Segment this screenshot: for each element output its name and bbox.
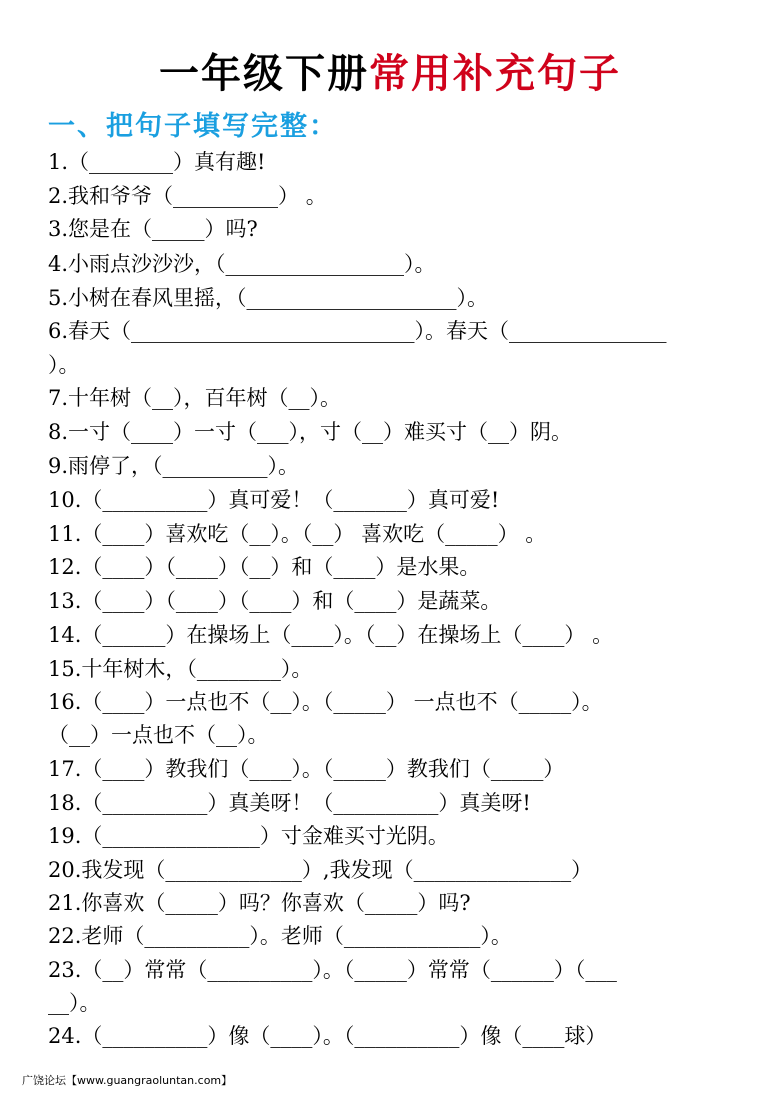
sentence-line: 15.十年树木，（________）。 xyxy=(48,657,313,681)
sentence-line: 17.（____）教我们（____）。（_____）教我们（_____） xyxy=(48,757,565,781)
sentence-line: 18.（__________）真美呀！（__________）真美呀! xyxy=(48,791,531,815)
sentence-line: 3.您是在（_____）吗? xyxy=(48,217,258,241)
sentence-line: 10.（__________）真可爱！（_______）真可爱! xyxy=(48,488,500,512)
sentence-line: 4.小雨点沙沙沙，（_________________）。 xyxy=(48,252,436,276)
sentence-line: （__）一点也不（__）。 xyxy=(48,723,269,747)
sentence-line: 23.（__）常常（__________）。（_____）常常（______）（___ xyxy=(48,958,617,982)
page-title xyxy=(0,42,780,99)
sentence-line: 8.一寸（____）一寸（___），寸（__）难买寸（__）阴。 xyxy=(48,420,573,444)
sentence-line: 24.（__________）像（____）。（__________）像（____球） xyxy=(48,1024,607,1048)
sentence-line: 21.你喜欢（_____）吗？你喜欢（_____）吗? xyxy=(48,891,471,915)
sentence-line: __）。 xyxy=(48,991,101,1015)
sentence-line: 12.（____）（____）（__）和（____）是水果。 xyxy=(48,555,481,579)
title-red-part: 常用补充句子 xyxy=(369,51,621,97)
sentence-line: 16.（____）一点也不（__）。（_____） 一点也不（_____）。 xyxy=(48,690,603,714)
sentence-line: ）。 xyxy=(48,353,80,377)
sentence-line: 13.（____）（____）（____）和（____）是蔬菜。 xyxy=(48,589,502,613)
sentence-line: 9.雨停了，（__________）。 xyxy=(48,454,300,478)
sentence-line: 22.老师（__________）。老师（_____________）。 xyxy=(48,924,512,948)
sentence-line: 19.（_______________）寸金难买寸光阴。 xyxy=(48,824,449,848)
sentence-line: 14.（______）在操场上（____）。（__）在操场上（____） 。 xyxy=(48,623,614,647)
title-black-part: 一年级下册 xyxy=(159,51,369,97)
sentence-line: 6.春天（___________________________）。春天（_______________ xyxy=(48,319,667,343)
sentence-line: 5.小树在春风里摇，（____________________）。 xyxy=(48,286,489,310)
sentence-line: 2.我和爷爷（__________） 。 xyxy=(48,184,327,208)
sentence-line: 11.（____）喜欢吃（__）。（__） 喜欢吃（_____） 。 xyxy=(48,522,547,546)
sentence-line: 1.（________）真有趣! xyxy=(48,150,266,174)
footer-text: 广饶论坛【www.guangraoluntan.com】 xyxy=(22,1074,233,1087)
sentence-line: 7.十年树（__），百年树（__）。 xyxy=(48,386,342,410)
sentence-line: 20.我发现（_____________）,我发现（_______________） xyxy=(48,858,593,882)
section-heading: 一、把句子填写完整： xyxy=(48,111,338,142)
